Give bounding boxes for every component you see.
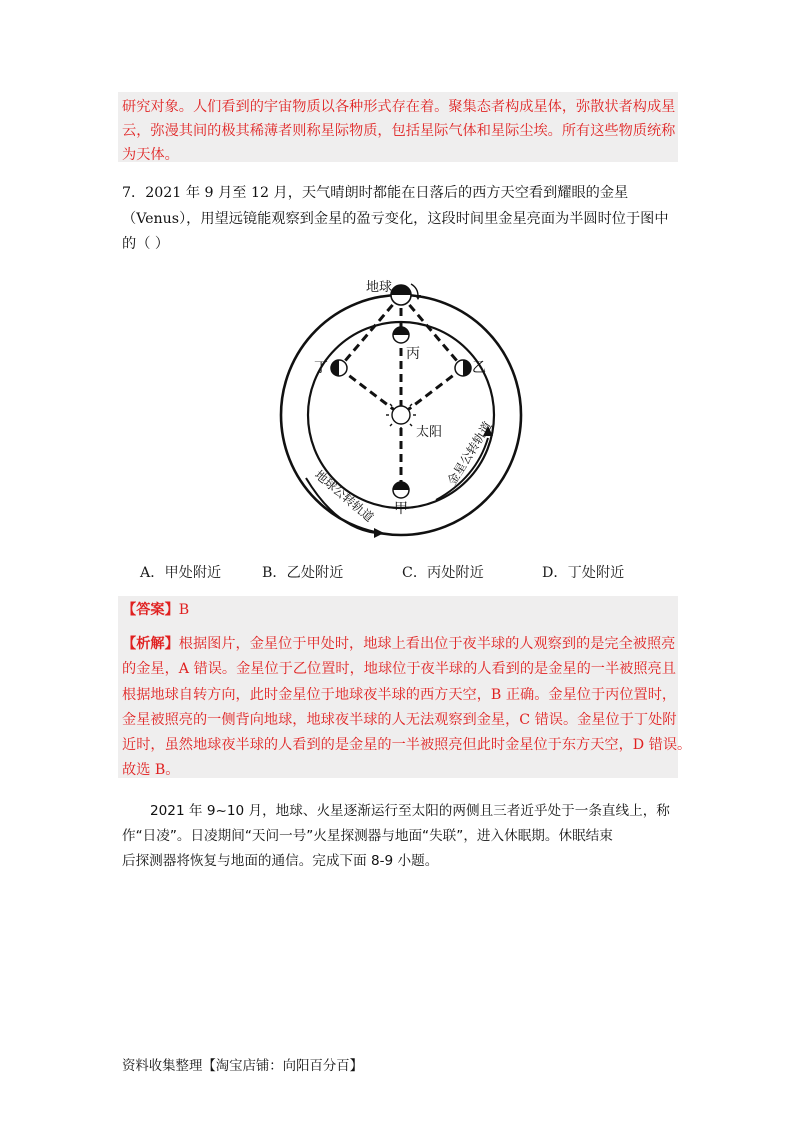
label-bing: 丙 <box>406 346 420 362</box>
label-earth-orbit: 地球公转轨道 <box>312 467 377 525</box>
option-a[interactable] <box>140 562 221 582</box>
option-b[interactable] <box>262 562 343 582</box>
analysis-line-3: 根据地球自转方向，此时金星位于地球夜半球的西方天空，B 正确。金星位于丙位置时， <box>122 687 677 703</box>
answer-value: B <box>178 602 190 618</box>
sight-lines <box>339 295 463 490</box>
analysis-line-1 <box>122 634 675 654</box>
next-paragraph-line-3: 后探测器将恢复与地面的通信。完成下面 8-9 小题。 <box>122 853 439 869</box>
venus-bing-icon <box>393 327 409 343</box>
analysis-tag: 【析解】 <box>122 636 179 652</box>
option-d-letter: D． <box>542 565 568 581</box>
next-paragraph-line-1: 2021 年 9~10 月，地球、火星逐渐运行至太阳的两侧且三者近乎处于一条直线上，称 <box>150 803 670 819</box>
venus-yi-icon <box>455 360 471 376</box>
label-jia: 甲 <box>394 501 408 517</box>
answer-line <box>122 600 189 620</box>
label-venus-orbit: 金星公转轨道 <box>444 419 495 488</box>
label-earth: 地球 <box>366 280 393 295</box>
analysis-line-2: 的金星，A 错误。金星位于乙位置时，地球位于夜半球的人看到的是金星的一半被照亮且 <box>122 661 676 677</box>
option-b-text: 乙处附近 <box>286 565 344 581</box>
label-yi: 乙 <box>472 360 486 376</box>
next-paragraph-line-2: 作“日凌”。日凌期间“天问一号”火星探测器与地面“失联”，进入休眠期。休眠结束 <box>122 828 613 844</box>
analysis-line-6: 故选 B。 <box>122 762 180 778</box>
option-c[interactable] <box>402 562 484 582</box>
label-sun: 太阳 <box>416 425 443 440</box>
venus-ding-icon <box>331 360 347 376</box>
question-line-3: 的（ ） <box>122 236 170 252</box>
label-ding: 丁 <box>314 360 328 376</box>
option-a-text: 甲处附近 <box>164 565 222 581</box>
analysis-text-1: 根据图片，金星位于甲处时，地球上看出位于夜半球的人观察到的是完全被照亮 <box>178 636 676 652</box>
venus-jia-icon <box>393 482 409 498</box>
intro-line-2: 云，弥漫其间的极其稀薄者则称星际物质，包括星际气体和星际尘埃。所有这些物质统称 <box>122 123 676 139</box>
analysis-line-5: 近时，虽然地球夜半球的人看到的是金星的一半被照亮但此时金星位于东方天空，D 错误。 <box>122 737 692 753</box>
option-c-text: 丙处附近 <box>427 565 484 581</box>
option-a-letter: A． <box>140 565 165 581</box>
question-line-2: （Venus），用望远镜能观察到金星的盈亏变化，这段时间里金星亮面为半圆时位于图中 <box>122 211 669 227</box>
option-d[interactable] <box>542 562 624 582</box>
answer-tag: 【答案】 <box>122 602 179 618</box>
orbit-diagram <box>276 278 536 540</box>
option-b-letter: B． <box>262 565 287 581</box>
option-c-letter: C． <box>402 565 428 581</box>
earth-icon <box>391 285 411 305</box>
rotation-arrow-icon <box>411 284 418 296</box>
footer-note: 资料收集整理【淘宝店铺：向阳百分百】 <box>122 1059 364 1074</box>
option-d-text: 丁处附近 <box>567 565 625 581</box>
question-line-1: 7．2021 年 9 月至 12 月，天气晴朗时都能在日落后的西方天空看到耀眼的金星 <box>122 185 629 201</box>
intro-line-1: 研究对象。人们看到的宇宙物质以各种形式存在着。聚集态者构成星体，弥散状者构成星 <box>122 99 676 115</box>
analysis-line-4: 金星被照亮的一侧背向地球，地球夜半球的人无法观察到金星，C 错误。金星位于丁处附 <box>122 712 677 728</box>
intro-line-3: 为天体。 <box>122 147 179 163</box>
